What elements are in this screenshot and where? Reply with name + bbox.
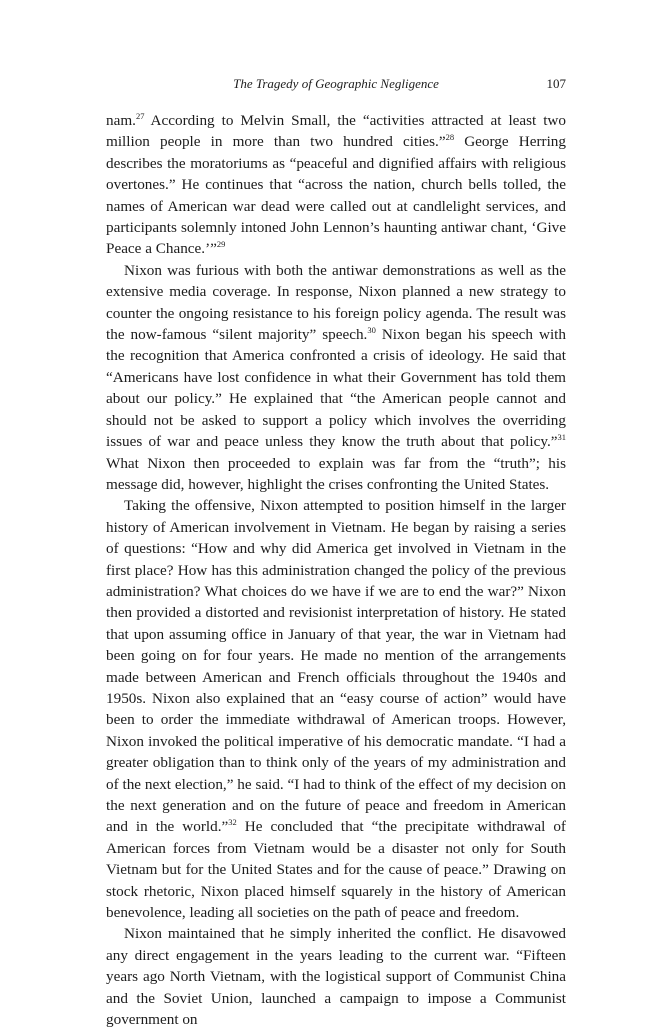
running-title: The Tragedy of Geographic Negligence bbox=[233, 76, 439, 91]
page-number: 107 bbox=[546, 76, 566, 91]
footnote-marker: 30 bbox=[367, 325, 376, 335]
paragraph-text: Taking the offensive, Nixon attempted to position himself in the larger history of American involvement in Vietnam. He began by raising a series of questions: “How and why did America get involved in Vietnam in the first place? How has this administration changed the policy of the previous administration? What choices do we have if we are to end the war?” Nixon then provided a distorted and revisionist interpretation of history. He stated that upon assuming office in January of that year, the war in Vietnam had been going on for four years. He made no mention of the arrangements made between American and French officials throughout the 1940s and 1950s. Nixon also explained that an “easy course of action” would have been to order the immediate withdrawal of American troops. However, Nixon invoked the political imperative of his democratic mandate. “I had a greater obligation than to think only of the years of my administration and of the next election,” he said. “I had to think of the effect of my decision on the next generation and on the future of peace and freedom in American and in the world.” bbox=[106, 497, 566, 836]
paragraph-text: nam. bbox=[106, 112, 136, 129]
footnote-marker: 32 bbox=[228, 817, 237, 828]
footnote-marker: 27 bbox=[135, 110, 145, 121]
paragraph-text: According to Melvin Small, the “activities attracted at least two million people in more than two hundred cities.” bbox=[106, 112, 566, 151]
paragraph-3 bbox=[106, 495, 566, 923]
paragraph-text: What Nixon then proceeded to explain was far from the “truth”; his message did, however, highlight the crises confronting the United States. bbox=[106, 454, 566, 493]
paragraph-1 bbox=[106, 110, 566, 260]
footnote-marker: 29 bbox=[216, 239, 226, 250]
paragraph-2 bbox=[106, 260, 566, 495]
footnote-marker: 28 bbox=[445, 132, 455, 143]
paragraph-text: Nixon was furious with both the antiwar demonstrations as well as the extensive media coverage. In response, Nixon planned a new strategy to counter the ongoing resistance to his foreign policy agenda. The result was the now-famous “silent majority” speech. bbox=[106, 261, 566, 344]
paragraph-text: He concluded that “the precipitate withdrawal of American forces from Vietnam would be a disaster not only for South Vietnam but for the United States and for the cause of peace.” Drawing on stock rhetoric, Nixon placed himself squarely in the history of American benevolence, leading all societies on the path of peace and freedom. bbox=[106, 818, 566, 922]
book-page bbox=[106, 74, 566, 1030]
paragraph-4 bbox=[106, 923, 566, 1030]
running-header bbox=[106, 74, 566, 94]
paragraph-text: George Herring describes the moratoriums as “peaceful and dignified affairs with religious overtones.” He continues that “across the nation, church bells tolled, the names of American war dead were called out at candlelight services, and participants solemnly intoned John Lennon’s haunting antiwar chant, ‘Give Peace a Chance.’” bbox=[106, 133, 566, 258]
body-text bbox=[106, 110, 566, 1030]
footnote-marker: 31 bbox=[557, 432, 566, 443]
paragraph-text: Nixon maintained that he simply inherited the conflict. He disavowed any direct engagement in the years leading to the current war. “Fifteen years ago North Vietnam, with the logistical support of Communist China and the Soviet Union, launched a campaign to impose a Communist government on bbox=[106, 925, 566, 1029]
paragraph-text: Nixon began his speech with the recognition that America confronted a crisis of ideology. He said that “Americans have lost confidence in what their Government has told them about our policy.” He explained that “the American people cannot and should not be asked to support a policy which involves the overriding issues of war and peace unless they know the truth about that policy.” bbox=[106, 326, 566, 451]
